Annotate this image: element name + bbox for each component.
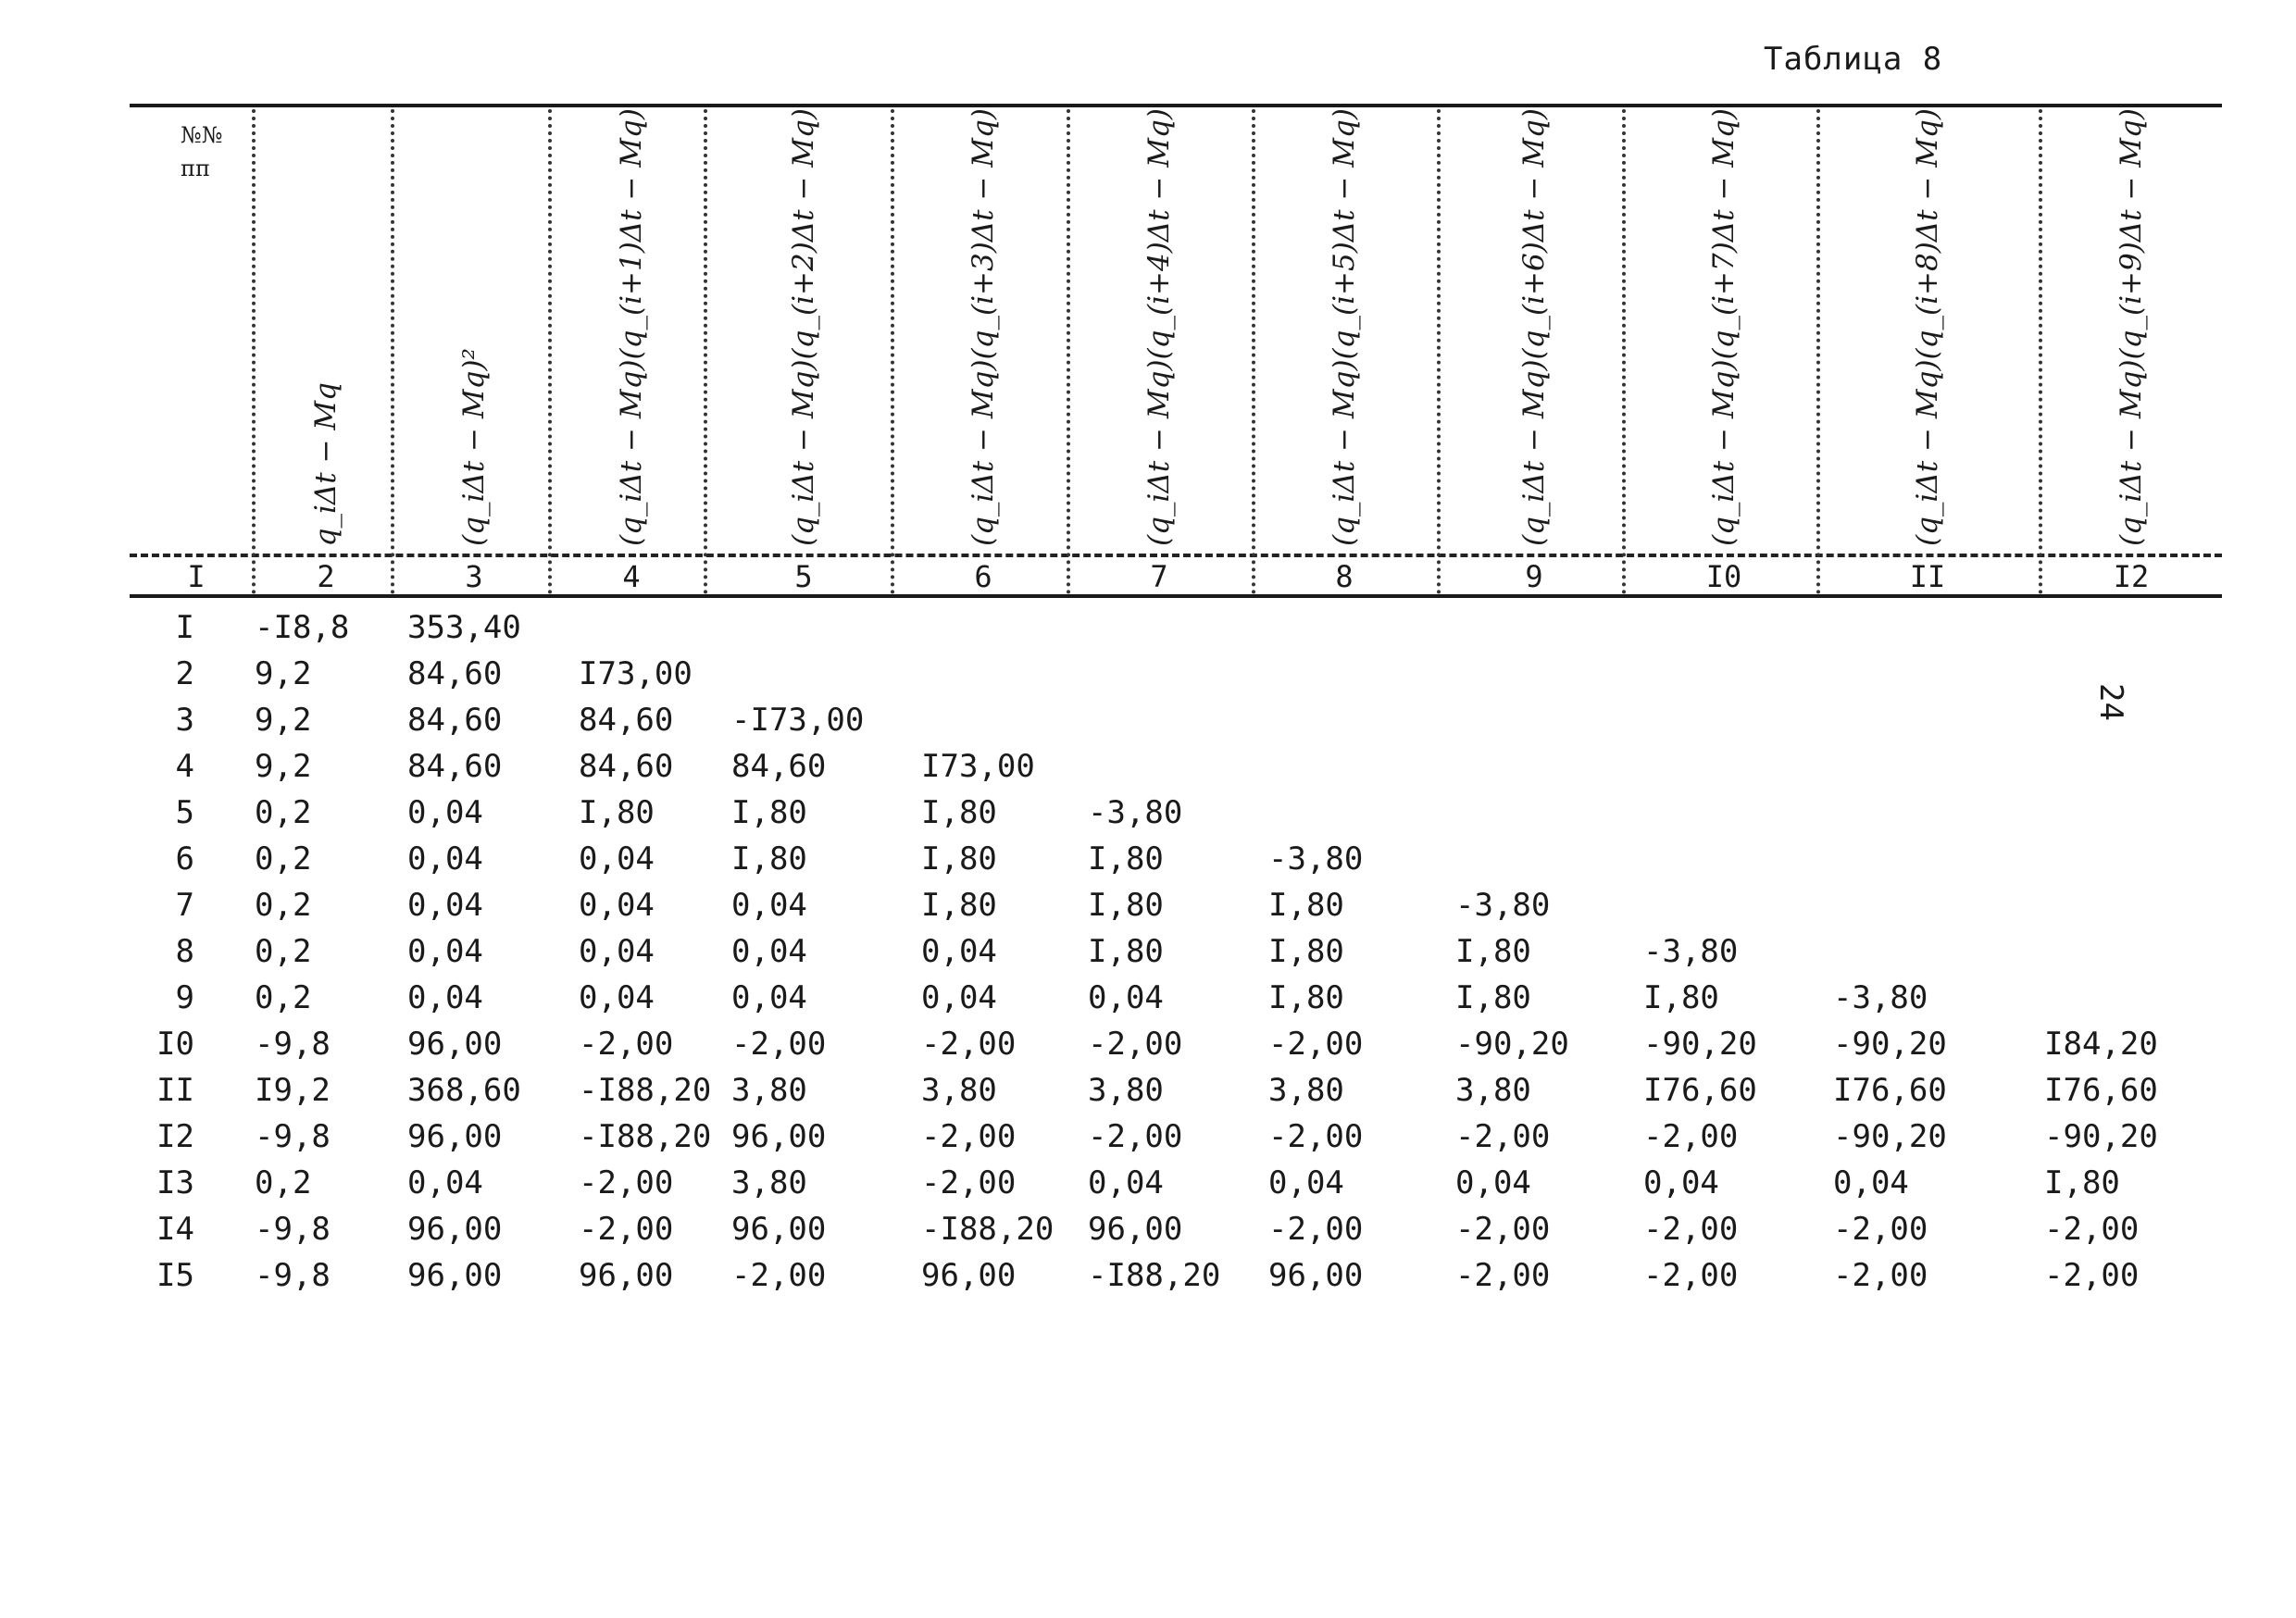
column-number: 3 xyxy=(465,559,483,594)
column-header xyxy=(270,111,381,546)
table-cell: -90,20 xyxy=(1455,1026,1569,1063)
row-number: I5 xyxy=(156,1257,194,1294)
table-cell: -2,00 xyxy=(1643,1118,1739,1155)
row-number: 9 xyxy=(175,979,194,1016)
column-header xyxy=(748,107,859,546)
table-cell: 0,04 xyxy=(579,979,655,1016)
row-number: 5 xyxy=(175,794,194,831)
table-cell: 0,04 xyxy=(579,887,655,924)
table-cell: -2,00 xyxy=(921,1118,1017,1155)
table-cell: -2,00 xyxy=(1268,1211,1364,1248)
table-cell: 0,2 xyxy=(255,840,312,877)
table-cell: 0,04 xyxy=(1833,1164,1909,1201)
table-cell: 0,04 xyxy=(407,1164,483,1201)
table-cell: -2,00 xyxy=(1455,1211,1551,1248)
table-cell: I,80 xyxy=(921,794,997,831)
table-cell: 0,04 xyxy=(407,887,483,924)
row-number: 2 xyxy=(175,655,194,692)
table-cell: 0,04 xyxy=(407,840,483,877)
column-header-formula: q_iΔt − Mq xyxy=(309,381,343,546)
table-cell: 96,00 xyxy=(579,1257,674,1294)
table-cell: -I88,20 xyxy=(579,1118,712,1155)
row-number: I0 xyxy=(156,1026,194,1063)
table-cell: -2,00 xyxy=(1268,1026,1364,1063)
column-number: 5 xyxy=(794,559,813,594)
table-cell: 0,04 xyxy=(1088,1164,1164,1201)
column-header-formula: (q_iΔt − Mq)(q_(i+9)Δt − Mq) xyxy=(2115,107,2148,546)
table-cell: 96,00 xyxy=(731,1118,827,1155)
table-cell: -2,00 xyxy=(731,1257,827,1294)
column-header-formula: (q_iΔt − Mq)(q_(i+3)Δt − Mq) xyxy=(967,107,1000,546)
column-header-formula: (q_iΔt − Mq)(q_(i+1)Δt − Mq) xyxy=(615,107,648,546)
row-number: II xyxy=(156,1072,194,1109)
table-cell: -2,00 xyxy=(921,1164,1017,1201)
table-cell: -I73,00 xyxy=(731,702,865,739)
table-cell: I,80 xyxy=(1088,840,1164,877)
table-cell: 9,2 xyxy=(255,655,312,692)
table-cell: 84,60 xyxy=(731,748,827,785)
table-cell: -2,00 xyxy=(1088,1118,1183,1155)
column-header-formula: (q_iΔt − Mq)² xyxy=(457,348,491,546)
table-cell: 3,80 xyxy=(1268,1072,1344,1109)
header-dashed-rule xyxy=(130,554,2222,557)
table-cell: -9,8 xyxy=(255,1026,331,1063)
table-cell: I84,20 xyxy=(2044,1026,2158,1063)
table-cell: 0,04 xyxy=(921,979,997,1016)
table-cell: -2,00 xyxy=(1643,1211,1739,1248)
column-header xyxy=(2076,107,2187,546)
page-number: 24 xyxy=(2092,683,2129,721)
column-number: 6 xyxy=(974,559,992,594)
table-title: Таблица 8 xyxy=(1764,41,1943,78)
column-separator xyxy=(1067,109,1070,594)
row-number-header-line2: пп xyxy=(181,156,210,181)
table-cell: -2,00 xyxy=(1833,1211,1928,1248)
table-cell: 0,04 xyxy=(921,933,997,970)
table-cell: I,80 xyxy=(1268,933,1344,970)
table-cell: -90,20 xyxy=(1833,1118,1947,1155)
table-cell: 3,80 xyxy=(921,1072,997,1109)
table-cell: 0,2 xyxy=(255,794,312,831)
column-header xyxy=(418,111,530,546)
column-header-formula: (q_iΔt − Mq)(q_(i+8)Δt − Mq) xyxy=(1911,107,1944,546)
table-cell: 84,60 xyxy=(579,748,674,785)
table-cell: -2,00 xyxy=(1268,1118,1364,1155)
column-number: II xyxy=(1909,559,1946,594)
column-number: I0 xyxy=(1705,559,1742,594)
table-cell: -90,20 xyxy=(1833,1026,1947,1063)
table-cell: 0,04 xyxy=(1088,979,1164,1016)
table-cell: 96,00 xyxy=(407,1211,503,1248)
column-number: 8 xyxy=(1335,559,1354,594)
table-cell: -2,00 xyxy=(2044,1211,2140,1248)
column-header xyxy=(1668,107,1779,546)
table-cell: 0,04 xyxy=(731,933,807,970)
column-header-formula: (q_iΔt − Mq)(q_(i+7)Δt − Mq) xyxy=(1707,107,1741,546)
table-cell: -2,00 xyxy=(2044,1257,2140,1294)
table-cell: I,80 xyxy=(1455,933,1531,970)
table-cell: I,80 xyxy=(1455,979,1531,1016)
table-cell: I,80 xyxy=(1088,887,1164,924)
column-separator xyxy=(1622,109,1626,594)
table-cell: I,80 xyxy=(579,794,655,831)
table-cell: I,80 xyxy=(731,794,807,831)
table-cell: 0,04 xyxy=(407,794,483,831)
row-number: 7 xyxy=(175,887,194,924)
header-top-rule xyxy=(130,104,2222,107)
column-header xyxy=(1289,107,1400,546)
table-cell: -9,8 xyxy=(255,1211,331,1248)
table-cell: 0,04 xyxy=(1455,1164,1531,1201)
column-separator xyxy=(1816,109,1820,594)
table-cell: 0,04 xyxy=(731,979,807,1016)
column-header-formula: (q_iΔt − Mq)(q_(i+5)Δt − Mq) xyxy=(1328,107,1361,546)
table-cell: -2,00 xyxy=(731,1026,827,1063)
table-cell: 96,00 xyxy=(921,1257,1017,1294)
table-cell: -2,00 xyxy=(921,1026,1017,1063)
row-number: 4 xyxy=(175,748,194,785)
column-separator xyxy=(1437,109,1441,594)
column-number: I2 xyxy=(2113,559,2150,594)
table-cell: 96,00 xyxy=(1268,1257,1364,1294)
column-number: 4 xyxy=(622,559,641,594)
table-cell: -3,80 xyxy=(1833,979,1928,1016)
table-cell: 0,04 xyxy=(407,979,483,1016)
table-cell: I,80 xyxy=(1643,979,1719,1016)
table-cell: -9,8 xyxy=(255,1257,331,1294)
table-cell: -2,00 xyxy=(1833,1257,1928,1294)
column-number: 7 xyxy=(1150,559,1168,594)
table-cell: 0,04 xyxy=(407,933,483,970)
column-separator xyxy=(548,109,552,594)
table-cell: 0,04 xyxy=(1643,1164,1719,1201)
row-number-header-line1: №№ xyxy=(181,122,223,148)
table-cell: 0,2 xyxy=(255,979,312,1016)
table-cell: 3,80 xyxy=(731,1072,807,1109)
table-cell: 0,04 xyxy=(579,840,655,877)
table-cell: I,80 xyxy=(731,840,807,877)
table-cell: -2,00 xyxy=(1088,1026,1183,1063)
table-cell: -2,00 xyxy=(579,1026,674,1063)
table-cell: 9,2 xyxy=(255,702,312,739)
column-header xyxy=(1872,107,1983,546)
row-number: I3 xyxy=(156,1164,194,1201)
table-cell: -2,00 xyxy=(1643,1257,1739,1294)
table-cell: -2,00 xyxy=(579,1164,674,1201)
table-cell: I,80 xyxy=(1088,933,1164,970)
table-cell: 96,00 xyxy=(407,1118,503,1155)
table-cell: -3,80 xyxy=(1643,933,1739,970)
table-cell: 0,2 xyxy=(255,887,312,924)
table-cell: -90,20 xyxy=(1643,1026,1757,1063)
table-cell: -I8,8 xyxy=(255,609,350,646)
table-cell: -3,80 xyxy=(1268,840,1364,877)
table-cell: I,80 xyxy=(921,840,997,877)
table-cell: I76,60 xyxy=(2044,1072,2158,1109)
table-cell: I,80 xyxy=(2044,1164,2120,1201)
table-cell: 3,80 xyxy=(1088,1072,1164,1109)
column-number: 9 xyxy=(1525,559,1543,594)
table-cell: I76,60 xyxy=(1643,1072,1757,1109)
table-cell: -I88,20 xyxy=(579,1072,712,1109)
column-separator xyxy=(391,109,394,594)
table-cell: 0,2 xyxy=(255,1164,312,1201)
table-cell: I73,00 xyxy=(579,655,693,692)
column-header-formula: (q_iΔt − Mq)(q_(i+2)Δt − Mq) xyxy=(787,107,820,546)
table-cell: -2,00 xyxy=(1455,1118,1551,1155)
table-cell: 96,00 xyxy=(407,1257,503,1294)
table-cell: I9,2 xyxy=(255,1072,331,1109)
table-cell: I,80 xyxy=(921,887,997,924)
table-cell: 84,60 xyxy=(407,702,503,739)
table-cell: 9,2 xyxy=(255,748,312,785)
table-cell: 353,40 xyxy=(407,609,521,646)
table-cell: -I88,20 xyxy=(1088,1257,1221,1294)
row-number: I4 xyxy=(156,1211,194,1248)
header-bottom-rule xyxy=(130,594,2222,598)
table-cell: 0,04 xyxy=(579,933,655,970)
column-separator xyxy=(704,109,707,594)
table-cell: 0,04 xyxy=(731,887,807,924)
column-number: 2 xyxy=(317,559,335,594)
table-cell: 0,2 xyxy=(255,933,312,970)
table-cell: -9,8 xyxy=(255,1118,331,1155)
table-cell: -2,00 xyxy=(579,1211,674,1248)
table-cell: -3,80 xyxy=(1088,794,1183,831)
column-header xyxy=(1479,107,1590,546)
table-cell: 84,60 xyxy=(407,748,503,785)
table-cell: -I88,20 xyxy=(921,1211,1054,1248)
table-cell: 3,80 xyxy=(1455,1072,1531,1109)
table-cell: 96,00 xyxy=(1088,1211,1183,1248)
row-number: 8 xyxy=(175,933,194,970)
row-number: I2 xyxy=(156,1118,194,1155)
column-header xyxy=(928,107,1039,546)
table-cell: 96,00 xyxy=(731,1211,827,1248)
table-cell: 84,60 xyxy=(407,655,503,692)
row-number: 3 xyxy=(175,702,194,739)
table-cell: -3,80 xyxy=(1455,887,1551,924)
table-cell: -90,20 xyxy=(2044,1118,2158,1155)
column-separator xyxy=(252,109,256,594)
column-separator xyxy=(1252,109,1255,594)
table-cell: I73,00 xyxy=(921,748,1035,785)
row-number-header xyxy=(181,118,222,185)
column-header xyxy=(1104,107,1215,546)
table-cell: 96,00 xyxy=(407,1026,503,1063)
table-cell: 3,80 xyxy=(731,1164,807,1201)
column-number: I xyxy=(187,559,206,594)
table-cell: I,80 xyxy=(1268,979,1344,1016)
column-separator xyxy=(2039,109,2042,594)
column-header-formula: (q_iΔt − Mq)(q_(i+6)Δt − Mq) xyxy=(1517,107,1551,546)
table-cell: -2,00 xyxy=(1455,1257,1551,1294)
column-header-formula: (q_iΔt − Mq)(q_(i+4)Δt − Mq) xyxy=(1142,107,1176,546)
column-header xyxy=(576,107,687,546)
row-number: I xyxy=(175,609,194,646)
table-cell: 0,04 xyxy=(1268,1164,1344,1201)
table-cell: 368,60 xyxy=(407,1072,521,1109)
table-cell: I76,60 xyxy=(1833,1072,1947,1109)
row-number: 6 xyxy=(175,840,194,877)
table-cell: I,80 xyxy=(1268,887,1344,924)
table-cell: 84,60 xyxy=(579,702,674,739)
column-separator xyxy=(891,109,894,594)
